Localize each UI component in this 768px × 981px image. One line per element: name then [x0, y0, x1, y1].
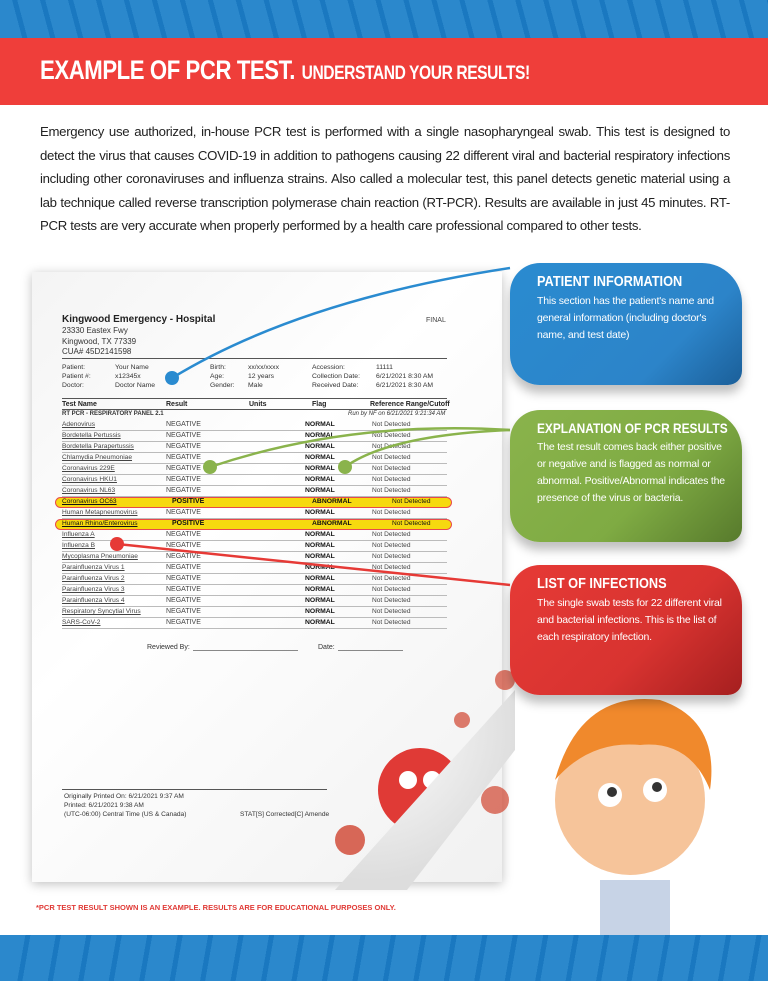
col-reference: Reference Range/Cutoff [370, 401, 450, 408]
callout-text: The single swab tests for 22 different viral and bacterial infections. This is the list of each respiratory infection. [537, 597, 722, 643]
callout-list-of-infections [510, 565, 742, 695]
callout-text: The test result comes back either positive or negative and is flagged as normal or abnormal. Positive/Abnormal indicates the presence of the virus or bacteria. [537, 441, 725, 504]
cell-result: NEGATIVE [166, 454, 201, 461]
cell-flag: NORMAL [305, 465, 335, 472]
cell-result: NEGATIVE [166, 619, 201, 626]
cell-flag: NORMAL [305, 443, 335, 450]
cell-ref: Not Detected [372, 476, 411, 483]
cell-ref: Not Detected [372, 465, 411, 472]
cell-ref: Not Detected [372, 586, 411, 593]
cell-name: Coronavirus HKU1 [62, 476, 117, 483]
cell-ref: Not Detected [372, 608, 411, 615]
cell-result: NEGATIVE [166, 443, 201, 450]
cell-flag: NORMAL [305, 597, 335, 604]
cell-name: SARS-CoV-2 [62, 619, 101, 626]
cell-result: NEGATIVE [166, 531, 201, 538]
cell-ref: Not Detected [372, 564, 411, 571]
cell-flag: NORMAL [305, 454, 335, 461]
cell-result: NEGATIVE [166, 553, 201, 560]
cell-result: NEGATIVE [166, 586, 201, 593]
cell-name: Coronavirus NL63 [62, 487, 116, 494]
callout-text: This section has the patient's name and general information (including doctor's name, and test date) [537, 295, 714, 341]
title-sub: UNDERSTAND YOUR RESULTS! [301, 63, 530, 84]
cell-flag: NORMAL [305, 476, 335, 483]
address-line: 23330 Eastex Fwy [62, 326, 128, 335]
cell-ref: Not Detected [392, 520, 431, 527]
cell-flag: ABNORMAL [312, 498, 352, 505]
address-line: Kingwood, TX 77339 [62, 336, 137, 346]
cell-name: Respiratory Syncytial Virus [62, 608, 141, 615]
demo-labels: Birth: Age: Gender: [210, 364, 235, 389]
hospital-name: Kingwood Emergency - Hospital [62, 314, 216, 325]
cell-name: Bordetella Parapertussis [62, 443, 134, 450]
footnote: *PCR TEST RESULT SHOWN IS AN EXAMPLE. RESULTS ARE FOR EDUCATIONAL PURPOSES ONLY. [36, 903, 396, 912]
cell-ref: Not Detected [372, 531, 411, 538]
title-main: EXAMPLE OF PCR TEST. [40, 55, 296, 85]
boy-illustration [555, 699, 711, 935]
cell-result: NEGATIVE [166, 476, 201, 483]
cell-result: NEGATIVE [166, 597, 201, 604]
cell-ref: Not Detected [372, 553, 411, 560]
col-units: Units [249, 401, 267, 408]
cell-name: Influenza B [62, 542, 95, 549]
col-test-name: Test Name [62, 401, 97, 408]
cell-result: POSITIVE [172, 498, 205, 505]
cell-result: POSITIVE [172, 520, 205, 527]
date-label: Date: [318, 644, 335, 651]
accession-labels: Accession: Collection Date: Received Date: [312, 364, 360, 389]
cell-flag: NORMAL [305, 553, 335, 560]
callout-title: EXPLANATION OF PCR RESULTS [537, 420, 728, 436]
callout-title: PATIENT INFORMATION [537, 273, 683, 290]
cell-flag: NORMAL [305, 575, 335, 582]
print-info: Originally Printed On: 6/21/2021 9:37 AM Printed: 6/21/2021 9:38 AM (UTC-06:00) Central Time (US & Canada) [64, 793, 187, 818]
cell-flag: NORMAL [305, 487, 335, 494]
cell-name: Adenovirus [62, 421, 95, 428]
cell-name: Human Rhino/Enterovirus [62, 520, 138, 527]
cell-name: Chlamydia Pneumoniae [62, 454, 133, 461]
demo-values: xx/xx/xxxx 12 years Male [248, 364, 279, 389]
cell-ref: Not Detected [372, 443, 411, 450]
intro-paragraph: Emergency use authorized, in-house PCR test is performed with a single nasopharyngeal swab. This test is designed to detect the virus that causes COVID-19 in addition to pathogens causing 22 different viral and bacterial respiratory infections including other coronaviruses and influenza strains. Also called a molecular test, this panel detects genetic material using a lab technique called reverse transcription polymerase chain reaction (RT-PCR). Results are available in just 45 minutes. RT-PCR tests are very accurate when properly performed by a health care professional compared to other tests. [40, 124, 730, 233]
panel-name: RT PCR - RESPIRATORY PANEL 2.1 [62, 411, 164, 417]
cell-name: Mycoplasma Pneumoniae [62, 553, 138, 560]
callout-pcr-results [510, 410, 742, 542]
patient-labels: Patient: Patient #: Doctor: [62, 364, 91, 389]
cell-ref: Not Detected [372, 432, 411, 439]
callout-title: LIST OF INFECTIONS [537, 575, 667, 592]
address-line: CUA# 45D2141598 [62, 347, 132, 356]
cell-name: Coronavirus 229E [62, 465, 115, 472]
accession-values: 11111 6/21/2021 8:30 AM 6/21/2021 8:30 AM [376, 364, 434, 389]
cell-ref: Not Detected [372, 487, 411, 494]
cell-result: NEGATIVE [166, 509, 201, 516]
cell-ref: Not Detected [392, 498, 431, 505]
cell-flag: NORMAL [305, 531, 335, 538]
footer-background [0, 935, 768, 981]
col-result: Result [166, 401, 188, 408]
cell-name: Influenza A [62, 531, 95, 538]
cell-result: NEGATIVE [166, 564, 201, 571]
cell-name: Coronavirus OC63 [62, 498, 117, 505]
cell-ref: Not Detected [372, 509, 411, 516]
report-status: FINAL [426, 317, 446, 324]
cell-result: NEGATIVE [166, 421, 201, 428]
cell-ref: Not Detected [372, 454, 411, 461]
cell-result: NEGATIVE [166, 575, 201, 582]
run-by: Run by NF on 6/21/2021 9:21:34 AM [348, 411, 446, 417]
patient-values: Your Name x12345x Doctor Name [115, 364, 156, 389]
cell-ref: Not Detected [372, 542, 411, 549]
cell-flag: NORMAL [305, 432, 335, 439]
cell-ref: Not Detected [372, 575, 411, 582]
cell-name: Parainfluenza Virus 2 [62, 575, 125, 582]
cell-result: NEGATIVE [166, 487, 201, 494]
cell-result: NEGATIVE [166, 465, 201, 472]
cell-name: Human Metapneumovirus [62, 509, 138, 516]
cell-flag: NORMAL [305, 608, 335, 615]
cell-flag: NORMAL [305, 586, 335, 593]
cell-result: NEGATIVE [166, 432, 201, 439]
col-flag: Flag [312, 401, 327, 408]
cell-result: NEGATIVE [166, 542, 201, 549]
cell-flag: NORMAL [305, 509, 335, 516]
cell-name: Parainfluenza Virus 4 [62, 597, 125, 604]
cell-name: Parainfluenza Virus 3 [62, 586, 125, 593]
reviewed-by-label: Reviewed By: [147, 644, 190, 651]
cell-ref: Not Detected [372, 619, 411, 626]
cell-name: Parainfluenza Virus 1 [62, 564, 125, 571]
cell-flag: NORMAL [305, 564, 335, 571]
cell-flag: NORMAL [305, 619, 335, 626]
cell-ref: Not Detected [372, 597, 411, 604]
status-legend: STAT[S] Corrected[C] Amende [240, 811, 330, 818]
cell-result: NEGATIVE [166, 608, 201, 615]
cell-name: Bordetella Pertussis [62, 432, 121, 439]
cell-flag: NORMAL [305, 542, 335, 549]
callout-patient-information [510, 263, 742, 385]
cell-ref: Not Detected [372, 421, 411, 428]
cell-flag: NORMAL [305, 421, 335, 428]
cell-flag: ABNORMAL [312, 520, 352, 527]
